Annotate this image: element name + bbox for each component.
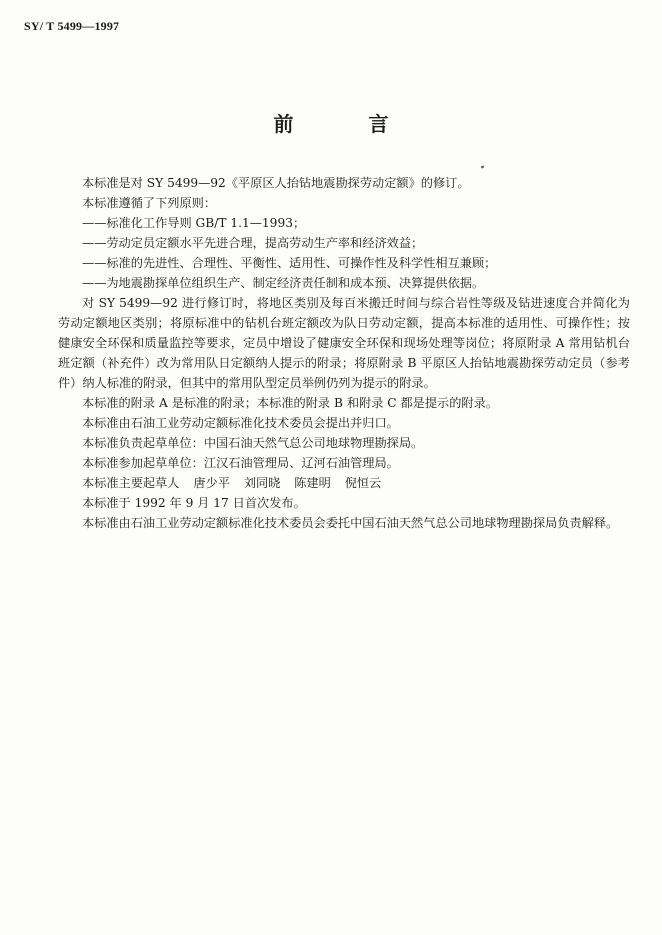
drafters-label: 本标准主要起草人 xyxy=(82,476,180,490)
principle-item: ——标准化工作导则 GB/T 1.1—1993； xyxy=(82,216,306,230)
paragraph-drafting-unit: 本标准负责起草单位：中国石油天然气总公司地球物理勘探局。 xyxy=(82,436,424,450)
standard-code: SY/ T 5499—1997 xyxy=(24,19,120,33)
paragraph-principles-intro: 本标准遵循了下列原则： xyxy=(82,196,217,210)
paragraph-first-release: 本标准于 1992 年 9 月 17 日首次发布。 xyxy=(82,496,306,510)
principle-item: ——为地震勘探单位组织生产、制定经济责任制和成本预、决算提供依据。 xyxy=(82,276,485,290)
foreword-body xyxy=(58,173,630,533)
paragraph-revision-details: 对 SY 5499—92 进行修订时，将地区类别及每百米搬迁时间与综合岩性等级及钻进速度合并简化为劳动定额地区类别；将原标准中的钻机台班定额改为队日劳动定额，提高本标准的适用性、可操作性；按健康安全环保和质量监控等要求，定员中增设了健康安全环保和现场处理等岗位；将原附录 A 常用钻机台班定额（补充件）改为常用队日定额纳人提示的附录；将原附录 B 平原区人抬钻地震勘探劳动定员（参考件）纳人标准的附录，但其中的常用队型定员举例仍列为提示的附录。 xyxy=(58,296,630,390)
paragraph-revision: 本标准是对 SY 5499—92《平原区人抬钻地震勘探劳动定额》的修订。 xyxy=(82,176,470,190)
paragraph-participating-units: 本标准参加起草单位：江汉石油管理局、辽河石油管理局。 xyxy=(82,456,399,470)
drafter-name: 倪恒云 xyxy=(344,476,382,490)
drafter-name: 刘同晓 xyxy=(243,476,281,490)
principle-item: ——劳动定员定额水平先进合理，提高劳动生产率和经济效益； xyxy=(82,236,424,250)
paragraph-appendices: 本标准的附录 A 是标准的附录；本标准的附录 B 和附录 C 都是提示的附录。 xyxy=(82,396,498,410)
drafter-name: 陈建明 xyxy=(294,476,331,490)
principle-item: ——标准的先进性、合理性、平衡性、适用性、可操作性及科学性相互兼顾； xyxy=(82,256,497,270)
paragraph-interpretation: 本标准由石油工业劳动定额标准化技术委员会委托中国石油天然气总公司地球物理勘探局负责解释。 xyxy=(82,516,619,530)
stray-mark xyxy=(481,165,485,168)
drafter-name: 唐少平 xyxy=(193,476,230,490)
paragraph-proposer: 本标准由石油工业劳动定额标准化技术委员会提出并归口。 xyxy=(82,416,399,430)
paragraph-drafters xyxy=(58,473,630,493)
page-title: 前 言 xyxy=(273,112,423,136)
